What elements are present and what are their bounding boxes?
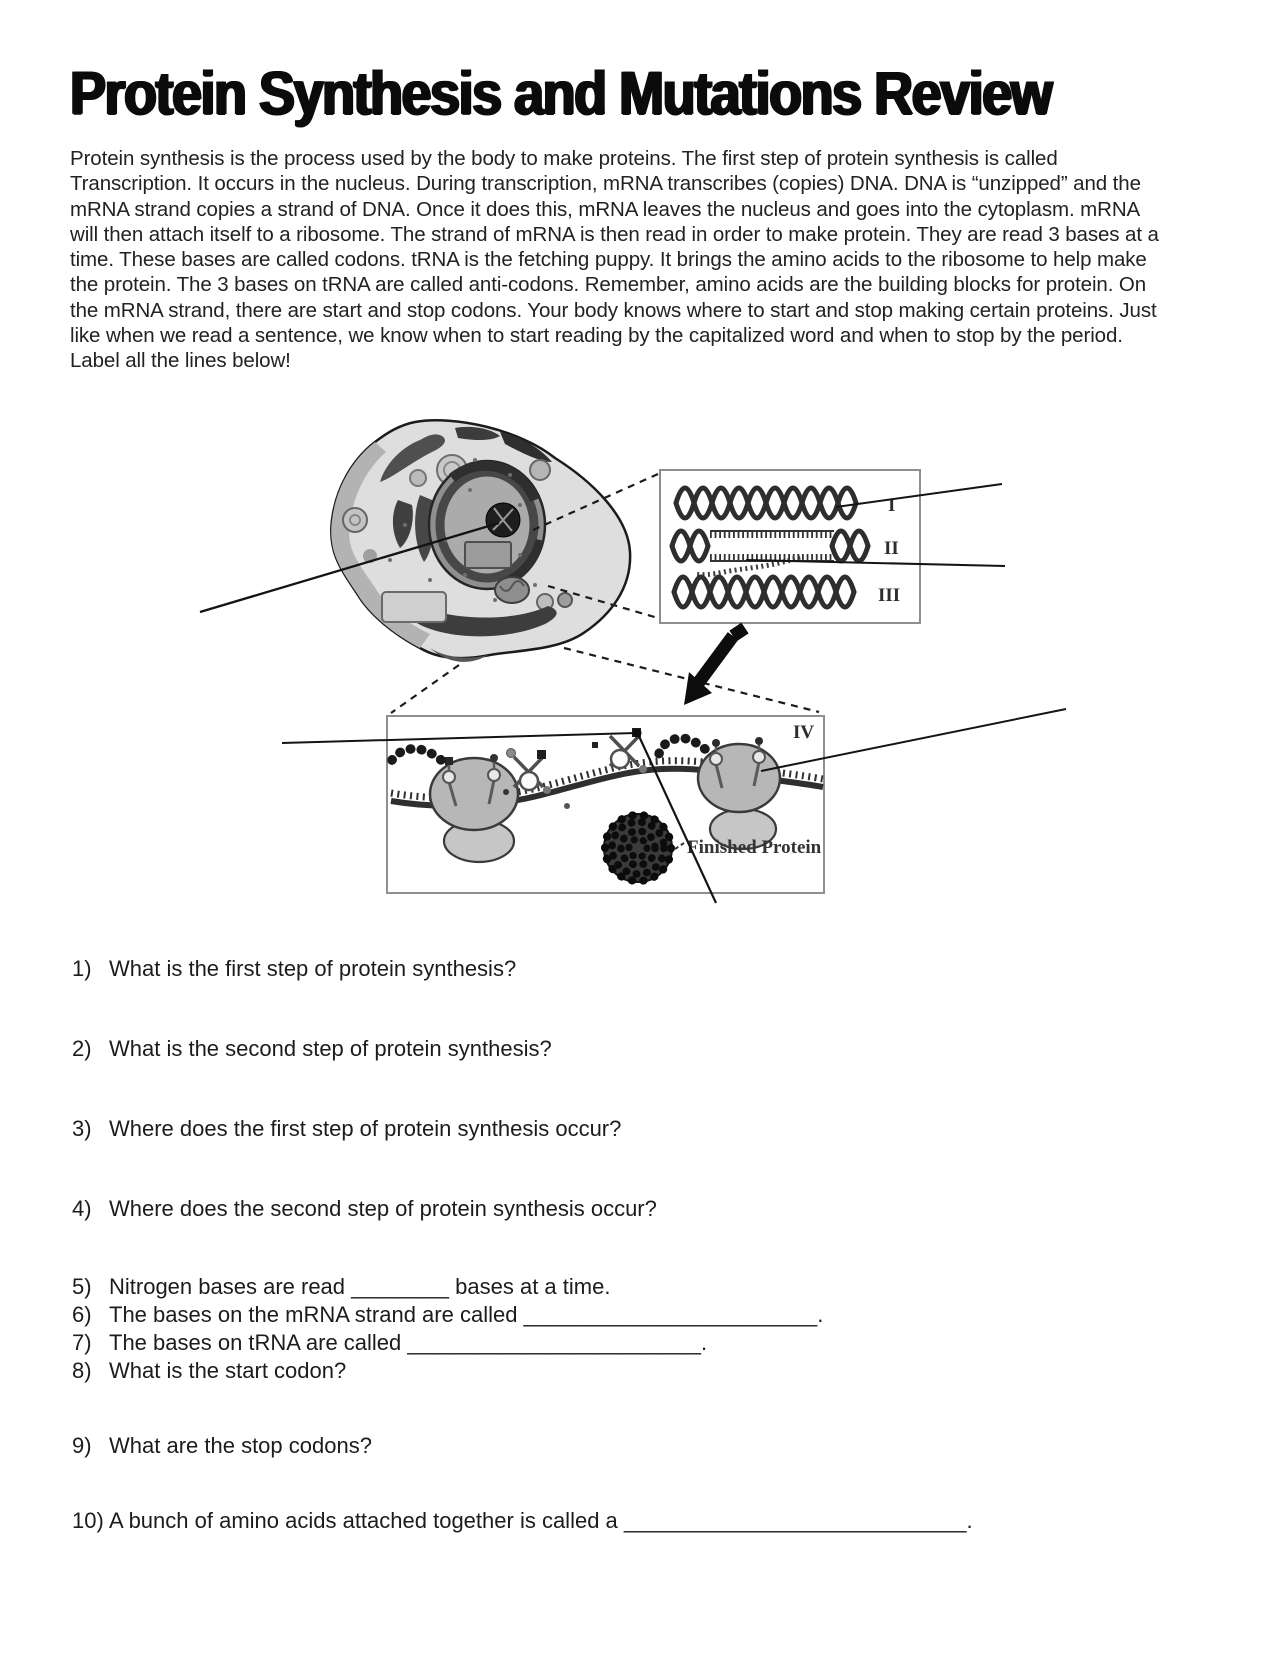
question-number: 7) bbox=[72, 1330, 92, 1355]
finished-protein bbox=[604, 814, 672, 882]
question-number: 9) bbox=[72, 1433, 92, 1458]
question-5 bbox=[72, 1273, 610, 1300]
question-number: 1) bbox=[72, 956, 92, 981]
zoom-connector-cell-left bbox=[391, 665, 459, 713]
down-arrow bbox=[684, 628, 745, 705]
question-10 bbox=[72, 1507, 973, 1534]
question-text: Where does the second step of protein synthesis occur? bbox=[109, 1196, 657, 1221]
question-text: What is the start codon? bbox=[109, 1358, 347, 1383]
question-number: 3) bbox=[72, 1116, 92, 1141]
label-line-anchor-dot bbox=[633, 729, 642, 738]
question-text: What is the second step of protein synthesis? bbox=[109, 1036, 552, 1061]
question-text: What is the first step of protein synthesis? bbox=[109, 956, 517, 981]
question-9 bbox=[72, 1432, 372, 1459]
question-number: 2) bbox=[72, 1036, 92, 1061]
question-text: Nitrogen bases are read ________ bases at a time. bbox=[109, 1274, 611, 1299]
question-6 bbox=[72, 1301, 823, 1328]
dna-zoom-box bbox=[660, 470, 920, 623]
question-8 bbox=[72, 1357, 346, 1384]
question-text: A bunch of amino acids attached together is called a ____________________________. bbox=[109, 1508, 973, 1533]
intro-paragraph: Protein synthesis is the process used by the body to make proteins. The first step of protein synthesis is called Transcription. It occurs in the nucleus. During transcription, mRNA transcribes (copies) DNA. DNA is “unzipped” and the mRNA strand copies a strand of DNA. Once it does this, mRNA leaves the nucleus and goes into the cytoplasm. mRNA will then attach itself to a ribosome. The strand of mRNA is then read in order to make protein. They are read 3 bases at a time. These bases are called codons. tRNA is the fetching puppy. It brings the amino acids to the ribosome to help make the protein. The 3 bases on tRNA are called anti-codons. Remember, amino acids are the building blocks for protein. On the mRNA strand, there are start and stop codons. Your body knows where to start and stop making certain proteins. Just like when we read a sentence, we know when to start reading by the capitalized word and when to stop by the period. Label all the lines below! bbox=[70, 147, 1159, 373]
question-number: 10) bbox=[72, 1508, 104, 1533]
dna-stage-label-3: III bbox=[878, 585, 901, 606]
dna-stage-label-1: I bbox=[888, 495, 896, 516]
question-number: 5) bbox=[72, 1274, 92, 1299]
dna-stage-label-2: II bbox=[884, 538, 899, 559]
question-number: 6) bbox=[72, 1302, 92, 1327]
question-text: The bases on the mRNA strand are called ________________________. bbox=[109, 1302, 824, 1327]
question-number: 8) bbox=[72, 1358, 92, 1383]
translation-zoom-box bbox=[387, 716, 824, 893]
nucleus bbox=[429, 461, 545, 589]
protein-synthesis-diagram bbox=[0, 415, 1280, 955]
question-text: What are the stop codons? bbox=[109, 1433, 372, 1458]
finished-protein-label: Finished Protein bbox=[687, 837, 822, 858]
translation-stage-label: IV bbox=[793, 722, 815, 743]
question-1 bbox=[72, 955, 516, 982]
page-title: Protein Synthesis and Mutations Review bbox=[70, 59, 1052, 128]
question-number: 4) bbox=[72, 1196, 92, 1221]
cell-illustration bbox=[331, 420, 630, 662]
question-4 bbox=[72, 1195, 657, 1222]
question-3 bbox=[72, 1115, 621, 1142]
question-2 bbox=[72, 1035, 552, 1062]
question-text: Where does the first step of protein synthesis occur? bbox=[109, 1116, 622, 1141]
question-text: The bases on tRNA are called ________________________. bbox=[109, 1330, 708, 1355]
question-7 bbox=[72, 1329, 707, 1356]
